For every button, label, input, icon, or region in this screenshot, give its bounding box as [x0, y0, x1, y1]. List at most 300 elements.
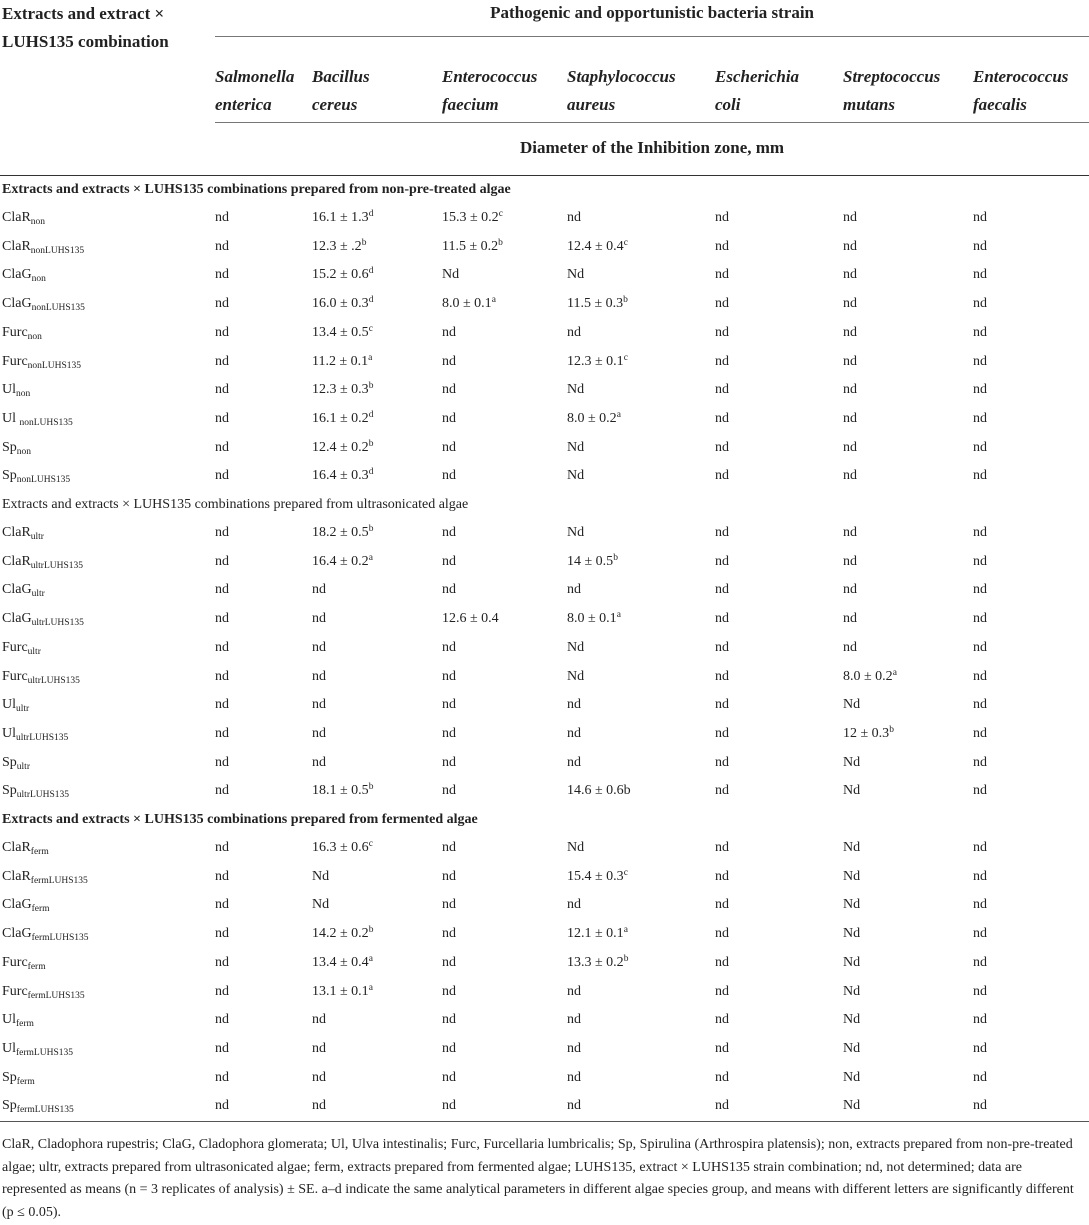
row-label-subscript: ferm	[16, 1019, 34, 1030]
significance-letter: b	[361, 237, 367, 248]
table-cell	[312, 949, 442, 978]
table-cell	[843, 462, 973, 491]
table-row	[0, 949, 1089, 978]
strain-header: Escherichia coli	[715, 37, 843, 123]
table-cell	[715, 1092, 843, 1121]
cell-value: nd	[215, 783, 229, 799]
cell-value: nd	[715, 983, 729, 999]
row-label-base: ClaG	[2, 611, 32, 627]
table-cell	[715, 920, 843, 949]
table-cell	[973, 777, 1089, 806]
cell-value: nd	[843, 525, 857, 541]
cell-value: nd	[442, 410, 456, 426]
stub-column-header	[0, 0, 215, 123]
cell-value: 11.5 ± 0.3	[567, 296, 624, 312]
cell-value: nd	[843, 582, 857, 598]
row-label-base: ClaR	[2, 210, 31, 225]
table-cell	[215, 863, 312, 892]
table-cell	[312, 663, 442, 692]
table-cell	[312, 978, 442, 1007]
cell-value: nd	[442, 639, 456, 655]
table-cell	[567, 834, 715, 863]
cell-value: 12.4 ± 0.4	[567, 238, 624, 254]
table-cell	[567, 920, 715, 949]
row-label-base: Sp	[2, 439, 17, 455]
table-cell	[567, 1035, 715, 1064]
table-cell	[312, 233, 442, 262]
table-row	[0, 204, 1089, 233]
table-row	[0, 348, 1089, 377]
table-cell	[843, 233, 973, 262]
cell-value: nd	[973, 439, 987, 455]
cell-value: nd	[715, 382, 729, 398]
cell-value: nd	[715, 553, 729, 569]
row-label-subscript: ferm	[16, 1076, 35, 1087]
table-cell	[215, 663, 312, 692]
cell-value: nd	[442, 439, 456, 455]
table-cell	[312, 1064, 442, 1093]
cell-value: nd	[973, 410, 987, 426]
section-header-row	[0, 806, 1089, 834]
row-label-subscript: nonLUHS135	[31, 303, 85, 314]
table-cell	[312, 1092, 442, 1121]
cell-value: 14.6 ± 0.6b	[567, 783, 631, 799]
cell-value: nd	[215, 410, 229, 426]
cell-value: nd	[973, 983, 987, 999]
cell-value: nd	[843, 639, 857, 655]
cell-value: 12.3 ± .2	[312, 238, 362, 254]
group-header: Pathogenic and opportunistic bacteria strain	[490, 3, 815, 22]
cell-value: nd	[215, 553, 229, 569]
table-row	[0, 405, 1089, 434]
row-label	[0, 777, 215, 806]
cell-value: nd	[215, 582, 229, 598]
cell-value: 13.1 ± 0.1	[312, 983, 369, 999]
table-cell	[312, 691, 442, 720]
cell-value: nd	[215, 439, 229, 455]
row-label-base: Furc	[2, 353, 28, 369]
table-cell	[715, 663, 843, 692]
table-row	[0, 863, 1089, 892]
row-label-base: Furc	[2, 324, 28, 340]
cell-value: nd	[215, 868, 229, 884]
table-cell	[973, 204, 1089, 233]
table-cell	[567, 405, 715, 434]
cell-value: nd	[715, 267, 729, 283]
cell-value: 11.2 ± 0.1	[312, 353, 369, 369]
table-cell	[843, 1064, 973, 1093]
table-row	[0, 290, 1089, 319]
significance-letter: b	[368, 381, 374, 392]
table-cell	[843, 290, 973, 319]
cell-value: nd	[215, 267, 229, 283]
table-row	[0, 720, 1089, 749]
cell-value: nd	[843, 210, 857, 225]
table-cell	[715, 519, 843, 548]
table-cell	[715, 891, 843, 920]
table-cell	[442, 949, 567, 978]
table-cell	[442, 348, 567, 377]
cell-value: nd	[973, 553, 987, 569]
cell-value: nd	[973, 1098, 987, 1114]
cell-value: nd	[442, 926, 456, 942]
cell-value: 12.6 ± 0.4	[442, 611, 499, 627]
table-cell	[715, 949, 843, 978]
cell-value: nd	[442, 754, 456, 770]
cell-value: nd	[442, 697, 456, 713]
cell-value: Nd	[567, 639, 585, 655]
table-cell	[715, 1064, 843, 1093]
table-cell	[973, 634, 1089, 663]
row-label	[0, 1064, 215, 1093]
table-row	[0, 634, 1089, 663]
cell-value: 12.1 ± 0.1	[567, 926, 624, 942]
cell-value: nd	[312, 1098, 326, 1114]
cell-value: nd	[312, 611, 326, 627]
unit-header: Diameter of the Inhibition zone, mm	[215, 123, 1089, 176]
row-label-subscript: nonLUHS135	[19, 417, 73, 428]
row-label	[0, 863, 215, 892]
cell-value: nd	[973, 697, 987, 713]
cell-value: nd	[843, 611, 857, 627]
row-label	[0, 434, 215, 463]
table-cell	[715, 290, 843, 319]
table-row	[0, 1092, 1089, 1121]
cell-value: Nd	[567, 439, 585, 455]
row-label-subscript: ferm	[30, 847, 49, 858]
row-label-base: Ul	[2, 725, 16, 741]
table-row	[0, 749, 1089, 778]
table-cell	[715, 405, 843, 434]
cell-value: Nd	[843, 1012, 861, 1028]
table-cell	[215, 319, 312, 348]
significance-letter: b	[368, 782, 374, 793]
cell-value: nd	[442, 668, 456, 684]
table-cell	[312, 576, 442, 605]
table-cell	[442, 204, 567, 233]
cell-value: nd	[715, 1040, 729, 1056]
cell-value: Nd	[567, 382, 585, 398]
row-label	[0, 634, 215, 663]
table-cell	[973, 1006, 1089, 1035]
cell-value: Nd	[567, 267, 585, 283]
cell-value: nd	[567, 1069, 581, 1085]
table-cell	[973, 290, 1089, 319]
cell-value: nd	[973, 868, 987, 884]
cell-value: nd	[215, 238, 229, 254]
cell-value: 14.2 ± 0.2	[312, 926, 369, 942]
significance-letter: d	[368, 295, 374, 306]
table-cell	[567, 576, 715, 605]
cell-value: nd	[215, 210, 229, 225]
significance-letter: a	[616, 610, 621, 621]
cell-value: nd	[442, 324, 456, 340]
table-cell	[843, 405, 973, 434]
cell-value: nd	[843, 553, 857, 569]
cell-value: nd	[215, 668, 229, 684]
row-label-base: ClaG	[2, 897, 32, 913]
row-label	[0, 605, 215, 634]
cell-value: nd	[843, 410, 857, 426]
cell-value: nd	[843, 353, 857, 369]
cell-value: 12.4 ± 0.2	[312, 439, 369, 455]
table-cell	[973, 663, 1089, 692]
cell-value: nd	[567, 983, 581, 999]
significance-letter: d	[368, 266, 374, 277]
significance-letter: b	[613, 552, 618, 563]
table-cell	[442, 691, 567, 720]
row-label	[0, 978, 215, 1007]
cell-value: nd	[973, 754, 987, 770]
table-cell	[567, 720, 715, 749]
table-cell	[312, 920, 442, 949]
table-row	[0, 462, 1089, 491]
table-cell	[215, 462, 312, 491]
cell-value: nd	[715, 783, 729, 799]
table-cell	[215, 691, 312, 720]
row-label-base: ClaR	[2, 868, 31, 884]
table-cell	[312, 462, 442, 491]
significance-letter: c	[623, 867, 628, 878]
table-cell	[215, 233, 312, 262]
cell-value: nd	[215, 954, 229, 970]
table-cell	[715, 834, 843, 863]
row-label	[0, 920, 215, 949]
cell-value: 14 ± 0.5	[567, 553, 614, 569]
table-cell	[843, 376, 973, 405]
table-cell	[442, 1035, 567, 1064]
table-cell	[442, 576, 567, 605]
table-cell	[442, 319, 567, 348]
row-label-base: Furc	[2, 983, 28, 999]
table-cell	[715, 720, 843, 749]
table-cell	[715, 605, 843, 634]
table-cell	[215, 290, 312, 319]
cell-value: Nd	[843, 697, 861, 713]
cell-value: nd	[715, 697, 729, 713]
row-label-subscript: non	[16, 389, 31, 400]
table-cell	[843, 978, 973, 1007]
cell-value: nd	[973, 267, 987, 283]
cell-value: nd	[715, 439, 729, 455]
row-label-subscript: fermLUHS135	[27, 990, 85, 1001]
cell-value: nd	[715, 954, 729, 970]
cell-value: 12.3 ± 0.1	[567, 353, 624, 369]
cell-value: 18.2 ± 0.5	[312, 525, 369, 541]
table-cell	[215, 261, 312, 290]
table-cell	[843, 691, 973, 720]
cell-value: nd	[312, 1040, 326, 1056]
row-label-base: ClaR	[2, 525, 31, 541]
row-label-base: Ul	[2, 382, 16, 398]
cell-value: nd	[567, 725, 581, 741]
table-cell	[215, 949, 312, 978]
row-label	[0, 1006, 215, 1035]
cell-value: nd	[973, 382, 987, 398]
cell-value: nd	[215, 697, 229, 713]
table-cell	[973, 691, 1089, 720]
significance-letter: b	[889, 724, 894, 735]
table-cell	[312, 204, 442, 233]
row-label-subscript: non	[31, 274, 46, 285]
significance-letter: b	[368, 925, 374, 936]
cell-value: nd	[715, 1069, 729, 1085]
row-label-base: Sp	[2, 783, 17, 799]
row-label-subscript: nonLUHS135	[27, 360, 81, 371]
cell-value: nd	[715, 926, 729, 942]
table-cell	[843, 720, 973, 749]
table-row	[0, 319, 1089, 348]
table-cell	[567, 749, 715, 778]
row-label-base: Ul	[2, 1012, 16, 1028]
table-cell	[215, 978, 312, 1007]
cell-value: Nd	[567, 525, 585, 541]
significance-letter: c	[368, 839, 373, 850]
table-cell	[567, 519, 715, 548]
strain-header: Salmonella enterica	[215, 37, 312, 123]
table-cell	[973, 863, 1089, 892]
table-cell	[973, 605, 1089, 634]
table-row	[0, 548, 1089, 577]
cell-value: 16.4 ± 0.3	[312, 468, 369, 484]
table-cell	[973, 1035, 1089, 1064]
cell-value: Nd	[843, 983, 861, 999]
row-label	[0, 261, 215, 290]
cell-value: nd	[715, 353, 729, 369]
table-row	[0, 434, 1089, 463]
row-label-subscript: ferm	[27, 961, 46, 972]
row-label-base: ClaG	[2, 296, 32, 312]
table-cell	[843, 605, 973, 634]
cell-value: nd	[312, 639, 326, 655]
table-cell	[843, 949, 973, 978]
cell-value: nd	[442, 468, 456, 484]
table-cell	[973, 348, 1089, 377]
cell-value: Nd	[843, 868, 861, 884]
table-row	[0, 663, 1089, 692]
table-cell	[843, 663, 973, 692]
cell-value: nd	[843, 267, 857, 283]
table-cell	[215, 576, 312, 605]
table-cell	[973, 434, 1089, 463]
table-cell	[442, 233, 567, 262]
table-cell	[215, 634, 312, 663]
cell-value: nd	[442, 1012, 456, 1028]
cell-value: nd	[215, 725, 229, 741]
cell-value: nd	[312, 582, 326, 598]
table-cell	[215, 548, 312, 577]
table-cell	[715, 749, 843, 778]
cell-value: 16.0 ± 0.3	[312, 296, 369, 312]
cell-value: nd	[442, 783, 456, 799]
cell-value: nd	[567, 324, 581, 340]
cell-value: nd	[442, 897, 456, 913]
cell-value: nd	[973, 296, 987, 312]
cell-value: nd	[973, 639, 987, 655]
cell-value: nd	[715, 296, 729, 312]
stub-header-line2: LUHS135 combination	[2, 32, 169, 51]
significance-letter: b	[368, 438, 374, 449]
table-row	[0, 920, 1089, 949]
table-cell	[843, 204, 973, 233]
table-cell	[567, 605, 715, 634]
table-cell	[567, 863, 715, 892]
table-cell	[843, 777, 973, 806]
cell-value: nd	[215, 897, 229, 913]
cell-value: nd	[715, 1098, 729, 1114]
cell-value: nd	[715, 639, 729, 655]
table-cell	[973, 720, 1089, 749]
cell-value: 15.2 ± 0.6	[312, 267, 369, 283]
cell-value: nd	[715, 725, 729, 741]
table-cell	[567, 548, 715, 577]
cell-value: nd	[715, 210, 729, 225]
row-label-subscript: ultrLUHS135	[16, 790, 70, 801]
significance-letter: a	[491, 295, 496, 306]
row-label-subscript: fermLUHS135	[16, 1047, 73, 1058]
table-cell	[312, 749, 442, 778]
cell-value: nd	[312, 1012, 326, 1028]
table-cell	[312, 519, 442, 548]
cell-value: nd	[973, 1012, 987, 1028]
cell-value: nd	[215, 353, 229, 369]
table-cell	[442, 290, 567, 319]
table-cell	[715, 233, 843, 262]
significance-letter: a	[623, 925, 628, 936]
cell-value: nd	[715, 868, 729, 884]
row-label	[0, 576, 215, 605]
cell-value: 12 ± 0.3	[843, 725, 890, 741]
section-header-row	[0, 176, 1089, 205]
cell-value: nd	[215, 382, 229, 398]
table-cell	[715, 1035, 843, 1064]
cell-value: nd	[215, 611, 229, 627]
table-row	[0, 519, 1089, 548]
table-cell	[567, 634, 715, 663]
cell-value: 11.5 ± 0.2	[442, 238, 499, 254]
table-cell	[567, 462, 715, 491]
significance-letter: a	[368, 953, 373, 964]
cell-value: Nd	[843, 926, 861, 942]
table-cell	[567, 949, 715, 978]
table-cell	[567, 261, 715, 290]
cell-value: nd	[567, 582, 581, 598]
cell-value: Nd	[567, 668, 585, 684]
cell-value: nd	[312, 754, 326, 770]
cell-value: 18.1 ± 0.5	[312, 783, 369, 799]
significance-letter: d	[368, 409, 374, 420]
cell-value: nd	[715, 410, 729, 426]
row-label	[0, 720, 215, 749]
table-cell	[567, 891, 715, 920]
cell-value: nd	[715, 238, 729, 254]
table-cell	[715, 462, 843, 491]
cell-value: nd	[567, 1040, 581, 1056]
table-cell	[442, 777, 567, 806]
cell-value: nd	[973, 783, 987, 799]
cell-value: nd	[973, 611, 987, 627]
table-cell	[442, 663, 567, 692]
table-cell	[843, 319, 973, 348]
cell-value: nd	[567, 697, 581, 713]
cell-value: nd	[715, 324, 729, 340]
cell-value: Nd	[442, 267, 460, 283]
cell-value: nd	[215, 1069, 229, 1085]
cell-value: 15.3 ± 0.2	[442, 210, 499, 225]
row-label-subscript: ultr	[30, 532, 44, 543]
row-label	[0, 1092, 215, 1121]
table-cell	[567, 376, 715, 405]
